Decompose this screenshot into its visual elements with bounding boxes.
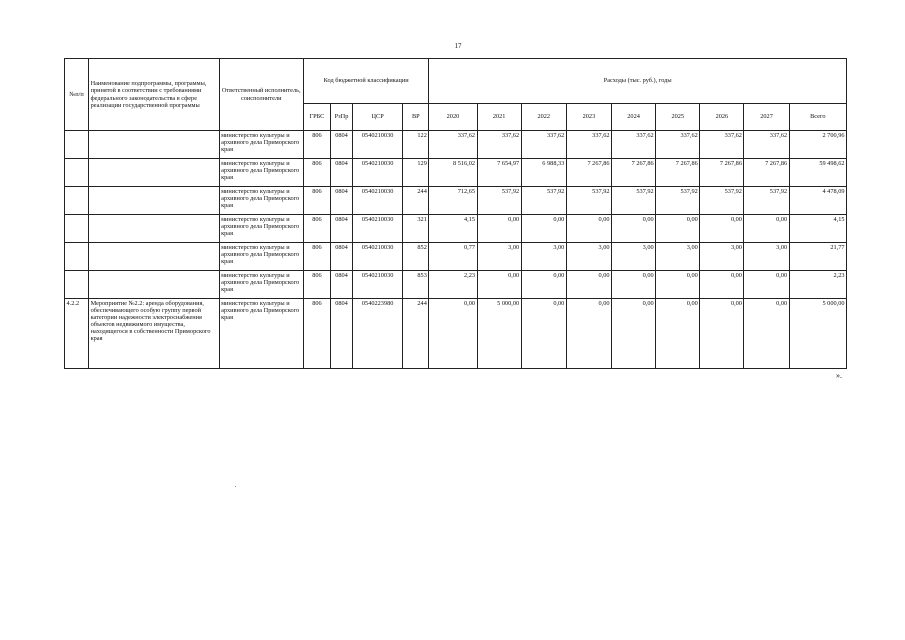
row-total: 59 498,62 (789, 159, 846, 187)
row-vr: 244 (403, 299, 429, 369)
row-number (65, 131, 89, 159)
row-amount-2020: 4,15 (429, 215, 477, 243)
row-amount-2024: 3,00 (612, 243, 656, 271)
row-amount-2022: 337,62 (521, 131, 566, 159)
row-amount-2026: 0,00 (700, 299, 744, 369)
row-vr: 122 (403, 131, 429, 159)
row-amount-2026: 3,00 (700, 243, 744, 271)
row-amount-2024: 0,00 (612, 215, 656, 243)
row-rzpr: 0804 (330, 271, 352, 299)
row-amount-2024: 0,00 (612, 271, 656, 299)
row-number (65, 187, 89, 215)
row-rzpr: 0804 (330, 159, 352, 187)
row-amount-2021: 337,62 (477, 131, 521, 159)
row-rzpr: 0804 (330, 187, 352, 215)
header-year-2027: 2027 (744, 104, 789, 131)
row-grbs: 806 (303, 159, 330, 187)
row-rzpr: 0804 (330, 215, 352, 243)
row-amount-2024: 537,92 (612, 187, 656, 215)
row-responsible: министерство культуры и архивного дела Приморского края (219, 243, 303, 271)
row-amount-2020: 0,77 (429, 243, 477, 271)
row-program-name (89, 271, 219, 299)
row-vr: 321 (403, 215, 429, 243)
row-grbs: 806 (303, 299, 330, 369)
row-program-name (89, 243, 219, 271)
row-total: 21,77 (789, 243, 846, 271)
header-rzpr: РзПр (330, 104, 352, 131)
budget-table (64, 58, 847, 369)
row-amount-2027: 7 267,86 (744, 159, 789, 187)
row-number: 4.2.2 (65, 299, 89, 369)
row-amount-2026: 0,00 (700, 215, 744, 243)
header-year-2026: 2026 (700, 104, 744, 131)
row-csr: 0540210030 (353, 215, 403, 243)
header-vr: ВР (403, 104, 429, 131)
header-program-name: Наименование подпрограммы, программы, принятой в соответствии с требованиями федерального законодательства в сфере реализации государственной программы (89, 59, 219, 131)
row-amount-2024: 0,00 (612, 299, 656, 369)
row-amount-2026: 537,92 (700, 187, 744, 215)
row-amount-2024: 337,62 (612, 131, 656, 159)
header-num: №п/п (65, 59, 89, 131)
row-program-name (89, 187, 219, 215)
row-grbs: 806 (303, 131, 330, 159)
row-program-name (89, 215, 219, 243)
row-amount-2022: 537,92 (521, 187, 566, 215)
header-year-2023: 2023 (566, 104, 611, 131)
row-program-name: Мероприятие №2.2: аренда оборудования, обеспечивающего особую группу первой категории надежности электроснабжения объектов недвижимого имущества, находящегося в собственности Приморского края (89, 299, 219, 369)
header-year-2022: 2022 (521, 104, 566, 131)
row-amount-2021: 7 654,97 (477, 159, 521, 187)
row-amount-2025: 3,00 (656, 243, 700, 271)
row-amount-2025: 337,62 (656, 131, 700, 159)
table-row (65, 187, 847, 215)
table-body (65, 131, 847, 369)
row-csr: 0540210030 (353, 187, 403, 215)
row-amount-2027: 0,00 (744, 271, 789, 299)
header-year-2020: 2020 (429, 104, 477, 131)
row-amount-2027: 337,62 (744, 131, 789, 159)
row-amount-2023: 537,92 (566, 187, 611, 215)
row-vr: 853 (403, 271, 429, 299)
row-vr: 852 (403, 243, 429, 271)
row-number (65, 243, 89, 271)
header-year-2025: 2025 (656, 104, 700, 131)
row-vr: 129 (403, 159, 429, 187)
header-grbs: ГРБС (303, 104, 330, 131)
row-amount-2020: 0,00 (429, 299, 477, 369)
row-program-name (89, 131, 219, 159)
row-responsible: министерство культуры и архивного дела Приморского края (219, 299, 303, 369)
header-responsible: Ответственный исполнитель, соисполнители (219, 59, 303, 131)
row-amount-2025: 7 267,86 (656, 159, 700, 187)
row-amount-2023: 0,00 (566, 299, 611, 369)
row-amount-2025: 0,00 (656, 271, 700, 299)
row-total: 2 700,96 (789, 131, 846, 159)
row-amount-2027: 537,92 (744, 187, 789, 215)
row-total: 2,23 (789, 271, 846, 299)
header-year-2021: 2021 (477, 104, 521, 131)
row-amount-2021: 0,00 (477, 271, 521, 299)
row-amount-2023: 337,62 (566, 131, 611, 159)
row-responsible: министерство культуры и архивного дела Приморского края (219, 187, 303, 215)
row-amount-2025: 0,00 (656, 215, 700, 243)
row-rzpr: 0804 (330, 243, 352, 271)
row-csr: 0540210030 (353, 131, 403, 159)
row-amount-2027: 3,00 (744, 243, 789, 271)
row-amount-2025: 0,00 (656, 299, 700, 369)
row-amount-2022: 0,00 (521, 215, 566, 243)
row-total: 5 000,00 (789, 299, 846, 369)
closing-quote-mark: ». (836, 371, 842, 380)
header-csr: ЦСР (353, 104, 403, 131)
row-grbs: 806 (303, 243, 330, 271)
row-amount-2022: 0,00 (521, 271, 566, 299)
row-amount-2026: 0,00 (700, 271, 744, 299)
header-year-2024: 2024 (612, 104, 656, 131)
row-number (65, 159, 89, 187)
row-amount-2027: 0,00 (744, 215, 789, 243)
row-responsible: министерство культуры и архивного дела Приморского края (219, 131, 303, 159)
row-rzpr: 0804 (330, 131, 352, 159)
row-amount-2020: 2,23 (429, 271, 477, 299)
row-program-name (89, 159, 219, 187)
row-amount-2022: 3,00 (521, 243, 566, 271)
row-amount-2023: 3,00 (566, 243, 611, 271)
row-amount-2022: 0,00 (521, 299, 566, 369)
row-amount-2021: 3,00 (477, 243, 521, 271)
row-total: 4,15 (789, 215, 846, 243)
table-row (65, 159, 847, 187)
row-grbs: 806 (303, 187, 330, 215)
row-grbs: 806 (303, 271, 330, 299)
row-amount-2022: 6 988,33 (521, 159, 566, 187)
row-amount-2026: 7 267,86 (700, 159, 744, 187)
row-number (65, 271, 89, 299)
row-total: 4 478,09 (789, 187, 846, 215)
row-csr: 0540210030 (353, 243, 403, 271)
row-amount-2025: 537,92 (656, 187, 700, 215)
row-grbs: 806 (303, 215, 330, 243)
table-row (65, 243, 847, 271)
row-number (65, 215, 89, 243)
row-amount-2021: 0,00 (477, 215, 521, 243)
row-amount-2023: 0,00 (566, 215, 611, 243)
row-amount-2021: 5 000,00 (477, 299, 521, 369)
row-amount-2024: 7 267,86 (612, 159, 656, 187)
row-amount-2023: 7 267,86 (566, 159, 611, 187)
table-row (65, 215, 847, 243)
scan-speck (235, 486, 236, 487)
row-csr: 0540210030 (353, 159, 403, 187)
row-csr: 0540223980 (353, 299, 403, 369)
row-rzpr: 0804 (330, 299, 352, 369)
row-amount-2027: 0,00 (744, 299, 789, 369)
header-budget-code-group: Код бюджетной классификации (303, 59, 428, 104)
table-row (65, 299, 847, 369)
row-amount-2023: 0,00 (566, 271, 611, 299)
row-amount-2021: 537,92 (477, 187, 521, 215)
row-responsible: министерство культуры и архивного дела Приморского края (219, 271, 303, 299)
row-amount-2026: 337,62 (700, 131, 744, 159)
row-csr: 0540210030 (353, 271, 403, 299)
header-expenses-group: Расходы (тыс. руб.), годы (429, 59, 847, 104)
row-vr: 244 (403, 187, 429, 215)
header-total: Всего (789, 104, 846, 131)
row-amount-2020: 712,65 (429, 187, 477, 215)
row-amount-2020: 8 516,02 (429, 159, 477, 187)
row-responsible: министерство культуры и архивного дела Приморского края (219, 159, 303, 187)
row-amount-2020: 337,62 (429, 131, 477, 159)
table-row (65, 131, 847, 159)
table-row (65, 271, 847, 299)
page-number: 17 (454, 42, 462, 50)
row-responsible: министерство культуры и архивного дела Приморского края (219, 215, 303, 243)
